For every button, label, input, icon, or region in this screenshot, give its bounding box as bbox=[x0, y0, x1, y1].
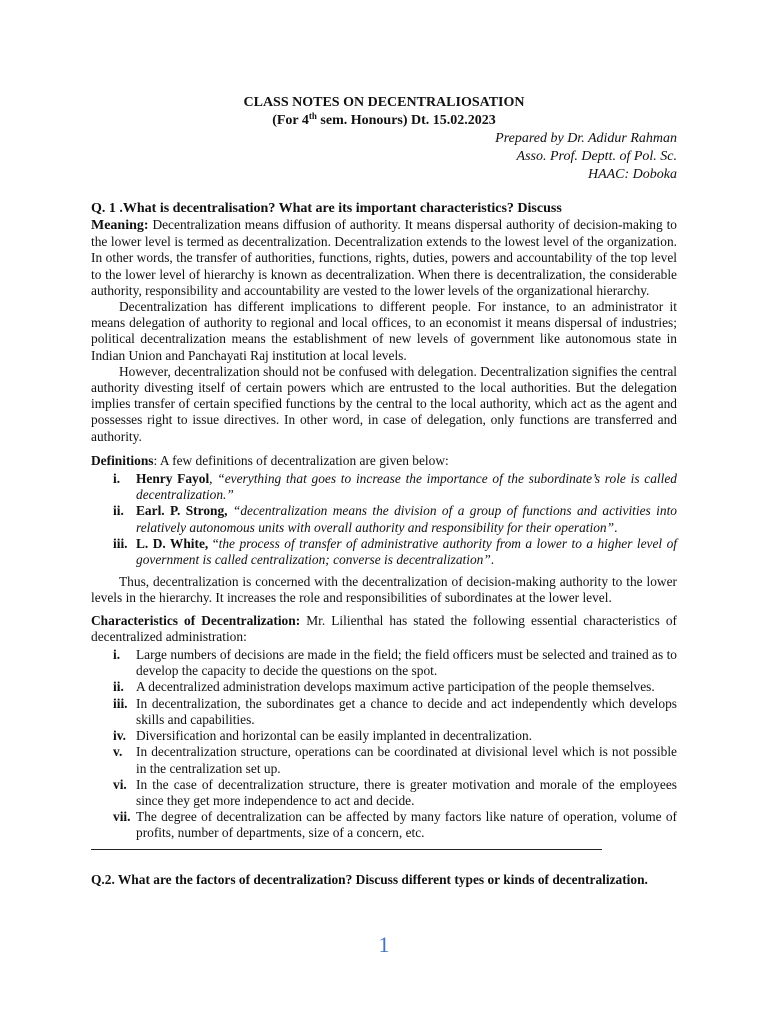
definition-quote: “decentralization means the division of a group of functions and activities into relatively autonomous units with overall authority and responsibility for their operation” bbox=[136, 503, 677, 535]
meaning-label: Meaning: bbox=[91, 218, 149, 233]
document-header bbox=[91, 94, 677, 184]
characteristic-item bbox=[91, 696, 677, 728]
implications-paragraph: Decentralization has different implications to different people. For instance, to an administrator it means delegation of authority to regional and local offices, to an economist it means dispersal of industries; political decentralization means the establishment of new levels of government like autonomous state in Indian Union and Panchayati Raj institution at local levels. bbox=[91, 299, 677, 363]
list-number: ii. bbox=[113, 503, 124, 519]
characteristic-item bbox=[91, 728, 677, 744]
definitions-intro-text: : A few definitions of decentralization are given below: bbox=[153, 452, 449, 468]
page-number: 1 bbox=[378, 932, 390, 957]
question-2-heading: Q.2. What are the factors of decentralization? Discuss different types or kinds of decentralization. bbox=[91, 871, 648, 887]
subtitle-superscript: th bbox=[308, 111, 317, 121]
characteristic-text: In the case of decentralization structure, there is greater motivation and morale of the employees since they get more independence to act and decide. bbox=[136, 776, 677, 808]
definition-separator: “ bbox=[208, 535, 219, 551]
characteristics-intro-text: Mr. Lilienthal has stated the following essential characteristics of decentralized administration: bbox=[91, 612, 677, 644]
definition-quote: “everything that goes to increase the importance of the subordinate’s role is called decentralization.” bbox=[136, 471, 677, 503]
definition-separator: , bbox=[209, 471, 218, 487]
list-number: iii. bbox=[113, 695, 128, 711]
definition-end: . bbox=[490, 552, 495, 568]
definition-quote: the process of transfer of administrative authority from a lower to a higher level of government is called centralization; converse is decentralization” bbox=[136, 535, 678, 568]
definition-item bbox=[91, 503, 677, 535]
list-number: iv. bbox=[113, 728, 127, 744]
list-number: iii. bbox=[113, 535, 128, 551]
list-number: ii. bbox=[113, 679, 124, 695]
definition-author: L. D. White, bbox=[136, 535, 209, 551]
list-number: v. bbox=[113, 744, 123, 760]
characteristic-text: In decentralization, the subordinates get a chance to decide and act independently which develops skills and capabilities. bbox=[136, 695, 677, 727]
document-body bbox=[91, 200, 677, 888]
characteristics-label: Characteristics of Decentralization: bbox=[91, 612, 301, 628]
characteristic-text: Diversification and horizontal can be easily implanted in decentralization. bbox=[136, 728, 532, 744]
characteristic-text: The degree of decentralization can be affected by many factors like nature of operation, volume of profits, number of departments, size of a concern, etc. bbox=[136, 809, 677, 841]
list-number: i. bbox=[113, 647, 121, 663]
meaning-text: Decentralization means diffusion of authority. It means dispersal authority of decision-making to the lower level is termed as decentralization. Decentralization extends to the lowest level of the organization. In other words, the transfer of authorities, functions, rights, duties, powers and accountability of the top level to the lower level of hierarchy is known as decentralization. When there is decentralization, the considerable authority, responsibility and accountability are vested to the lower levels of the organizational hierarchy. bbox=[91, 217, 677, 298]
definitions-intro bbox=[91, 453, 677, 469]
characteristic-item bbox=[91, 647, 677, 679]
definition-item bbox=[91, 536, 677, 568]
subtitle-prefix: (For 4 bbox=[272, 113, 309, 128]
delegation-paragraph: However, decentralization should not be confused with delegation. Decentralization signifies the central authority divesting itself of certain powers which are entrusted to the local authorities. But the delegation implies transfer of certain specified functions by the central to the local authority, which act as the agent and possesses right to issue directives. In other word, in case of delegation, only functions are transferred and authority. bbox=[91, 363, 677, 444]
document-title: CLASS NOTES ON DECENTRALIOSATION bbox=[243, 95, 525, 110]
characteristic-item bbox=[91, 744, 677, 776]
subtitle-suffix: sem. Honours) Dt. 15.02.2023 bbox=[316, 113, 496, 128]
characteristic-text: Large numbers of decisions are made in the field; the field officers must be selected and trained as to develop the capacity to decide the questions on the spot. bbox=[136, 647, 677, 679]
section-divider bbox=[91, 849, 602, 850]
meaning-paragraph bbox=[91, 217, 677, 299]
characteristics-list bbox=[91, 647, 677, 841]
prepared-by: Prepared by Dr. Adidur Rahman bbox=[495, 131, 677, 146]
definition-author: Earl. P. Strong, bbox=[136, 503, 228, 519]
characteristic-item bbox=[91, 777, 677, 809]
characteristic-text: In decentralization structure, operations can be coordinated at divisional level which is not possible in the centralization set up. bbox=[136, 744, 677, 776]
definition-author: Henry Fayol bbox=[136, 471, 210, 487]
characteristic-text: A decentralized administration develops maximum active participation of the people themselves. bbox=[136, 679, 655, 695]
characteristic-item bbox=[91, 679, 677, 695]
definitions-list bbox=[91, 471, 677, 568]
characteristics-intro bbox=[91, 613, 677, 645]
designation: Asso. Prof. Deptt. of Pol. Sc. bbox=[516, 149, 677, 164]
conclusion-paragraph: Thus, decentralization is concerned with the decentralization of decision-making authority to the lower levels in the hierarchy. It increases the role and responsibilities of subordinates at the lower level. bbox=[91, 574, 677, 606]
document-subtitle bbox=[91, 112, 677, 130]
definitions-label: Definitions bbox=[91, 452, 154, 468]
question-1-heading: Q. 1 .What is decentralisation? What are its important characteristics? Discuss bbox=[91, 201, 562, 216]
list-number: i. bbox=[113, 471, 121, 487]
definition-end: . bbox=[614, 519, 618, 535]
definition-item bbox=[91, 471, 677, 503]
list-number: vi. bbox=[113, 776, 127, 792]
list-number: vii. bbox=[113, 809, 131, 825]
institution: HAAC: Doboka bbox=[587, 167, 677, 182]
characteristic-item bbox=[91, 809, 677, 841]
